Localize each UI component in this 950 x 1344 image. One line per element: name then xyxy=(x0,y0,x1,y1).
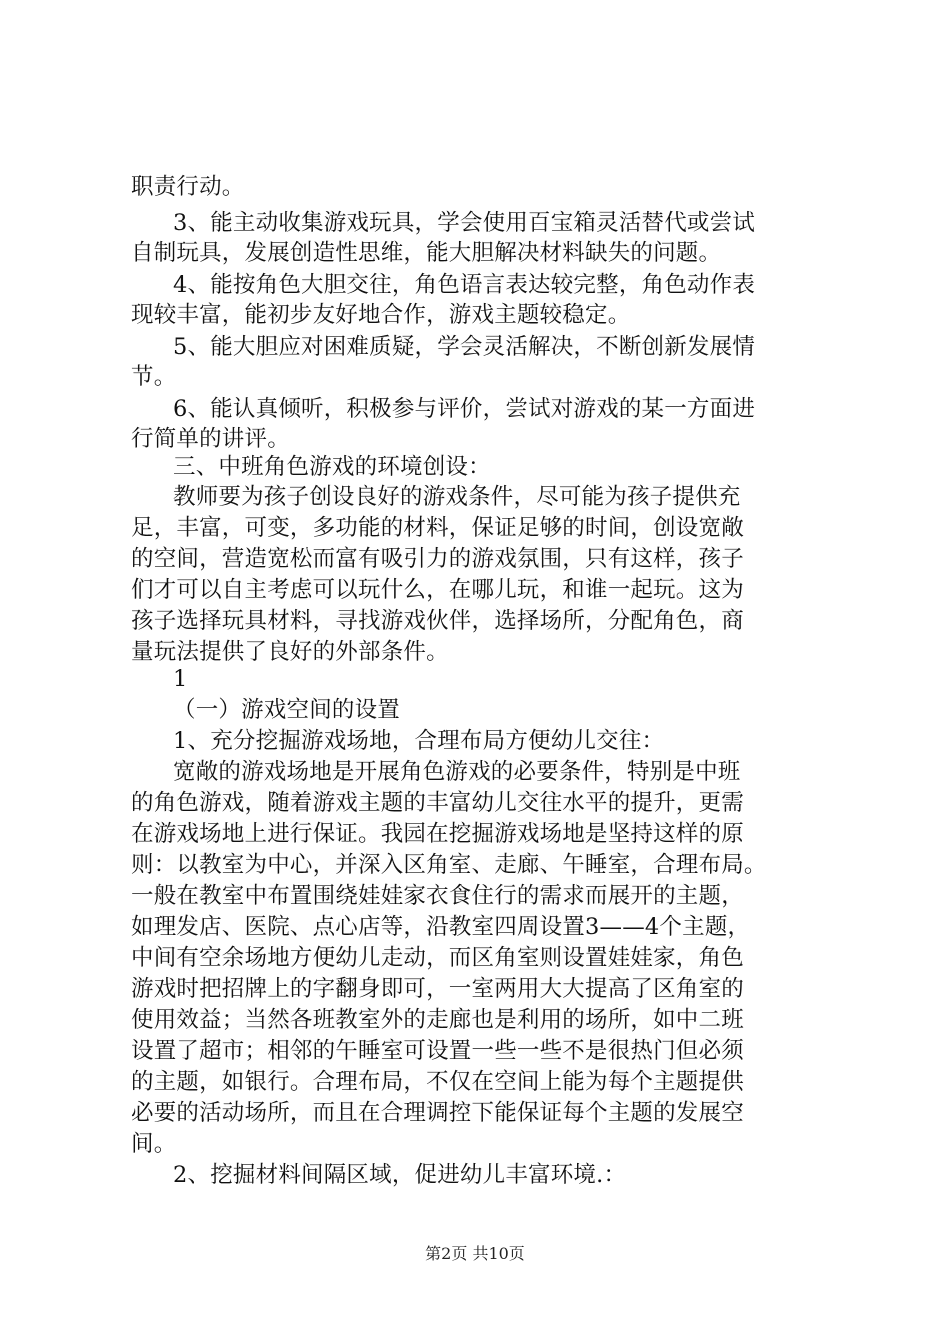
subsection-heading: （一）游戏空间的设置 xyxy=(173,697,401,723)
text-line: 1 xyxy=(173,666,188,692)
text-line: 孩子选择玩具材料，寻找游戏伙伴，选择场所，分配角色，商 xyxy=(131,608,744,634)
text-line: 一般在教室中布置围绕娃娃家衣食住行的需求而展开的主题， xyxy=(131,883,744,909)
text-line: 4、能按角色大胆交往，角色语言表达较完整，角色动作表 xyxy=(173,272,756,298)
text-line: 足，丰富，可变，多功能的材料，保证足够的时间，创设宽敞 xyxy=(131,515,744,541)
text-line: 宽敞的游戏场地是开展角色游戏的必要条件，特别是中班 xyxy=(173,759,741,785)
text-line: 中间有空余场地方便幼儿走动，而区角室则设置娃娃家，角色 xyxy=(131,945,744,971)
text-line: 3、能主动收集游戏玩具，学会使用百宝箱灵活替代或尝试 xyxy=(173,210,756,236)
text-line: 的主题，如银行。合理布局，不仅在空间上能为每个主题提供 xyxy=(131,1069,744,1095)
text-line: 6、能认真倾听，积极参与评价，尝试对游戏的某一方面进 xyxy=(173,396,756,422)
text-line: 量玩法提供了良好的外部条件。 xyxy=(131,639,449,665)
text-line: 节。 xyxy=(131,364,177,390)
text-line: 现较丰富，能初步友好地合作，游戏主题较稳定。 xyxy=(131,302,631,328)
text-line: 如理发店、医院、点心店等，沿教室四周设置3——4个主题， xyxy=(131,914,751,940)
text-line: 设置了超市；相邻的午睡室可设置一些一些不是很热门但必须 xyxy=(131,1038,744,1064)
text-line: 在游戏场地上进行保证。我园在挖掘游戏场地是坚持这样的原 xyxy=(131,821,744,847)
text-line: 游戏时把招牌上的字翻身即可，一室两用大大提高了区角室的 xyxy=(131,976,744,1002)
page-number-footer: 第2页 共10页 xyxy=(425,1244,525,1263)
section-heading: 三、中班角色游戏的环境创设： xyxy=(173,454,491,480)
text-line: 教师要为孩子创设良好的游戏条件，尽可能为孩子提供充 xyxy=(173,484,741,510)
text-line: 的角色游戏，随着游戏主题的丰富幼儿交往水平的提升，更需 xyxy=(131,790,744,816)
text-line: 们才可以自主考虑可以玩什么，在哪儿玩，和谁一起玩。这为 xyxy=(131,577,744,603)
text-line: 必要的活动场所，而且在合理调控下能保证每个主题的发展空 xyxy=(131,1100,744,1126)
text-line: 5、能大胆应对困难质疑，学会灵活解决，不断创新发展情 xyxy=(173,334,756,360)
text-line: 则：以教室为中心，并深入区角室、走廊、午睡室，合理布局。 xyxy=(131,852,767,878)
text-line: 自制玩具，发展创造性思维，能大胆解决材料缺失的问题。 xyxy=(131,240,722,266)
text-line: 的空间，营造宽松而富有吸引力的游戏氛围，只有这样，孩子 xyxy=(131,546,744,572)
text-line: 职责行动。 xyxy=(131,174,245,200)
text-line: 使用效益；当然各班教室外的走廊也是利用的场所，如中二班 xyxy=(131,1007,744,1033)
text-line: 2、挖掘材料间隔区域，促进幼儿丰富环境.： xyxy=(173,1162,627,1188)
text-line: 间。 xyxy=(131,1131,177,1157)
text-line: 1、充分挖掘游戏场地，合理布局方便幼儿交往： xyxy=(173,728,665,754)
text-line: 行简单的讲评。 xyxy=(131,426,290,452)
